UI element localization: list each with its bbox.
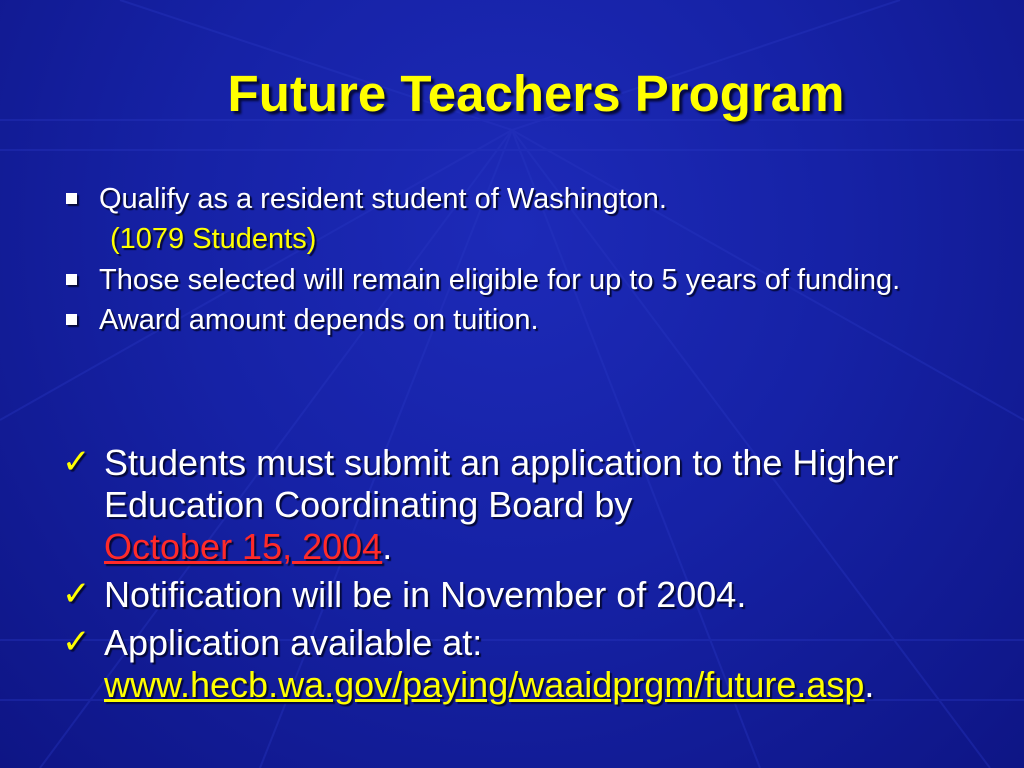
square-bullet-icon [66,274,77,285]
checkmark-icon: ✓ [62,622,91,662]
bullet-item-residency [62,182,962,216]
square-bullet-icon [66,193,77,204]
checkmark-icon: ✓ [62,442,91,482]
slide-title: Future Teachers Program [227,65,845,122]
period: . [864,664,875,705]
check-item-notification [62,574,992,616]
check-text: Notification will be in November of 2004. [104,574,747,615]
student-count-note: (1079 Students) [110,223,317,255]
bullet-text: Award amount depends on tuition. [99,304,539,336]
bullet-list [62,182,962,343]
application-url-link[interactable]: www.hecb.wa.gov/paying/waaidprgm/future.asp [104,664,865,705]
check-text: Application available at: [104,622,483,663]
checklist [62,442,992,712]
period: . [382,526,393,567]
check-item-application-url [62,622,992,706]
check-text: Students must submit an application to the Higher Education Coordinating Board by [104,442,899,525]
deadline-date-link[interactable]: October 15, 2004 [104,526,383,567]
bullet-item-award [62,303,962,337]
square-bullet-icon [66,314,77,325]
check-item-application-deadline [62,442,992,568]
bullet-item-eligibility [62,263,962,297]
bullet-text: Those selected will remain eligible for up to 5 years of funding. [99,264,901,296]
checkmark-icon: ✓ [62,574,91,614]
bullet-text: Qualify as a resident student of Washington. [99,183,667,215]
